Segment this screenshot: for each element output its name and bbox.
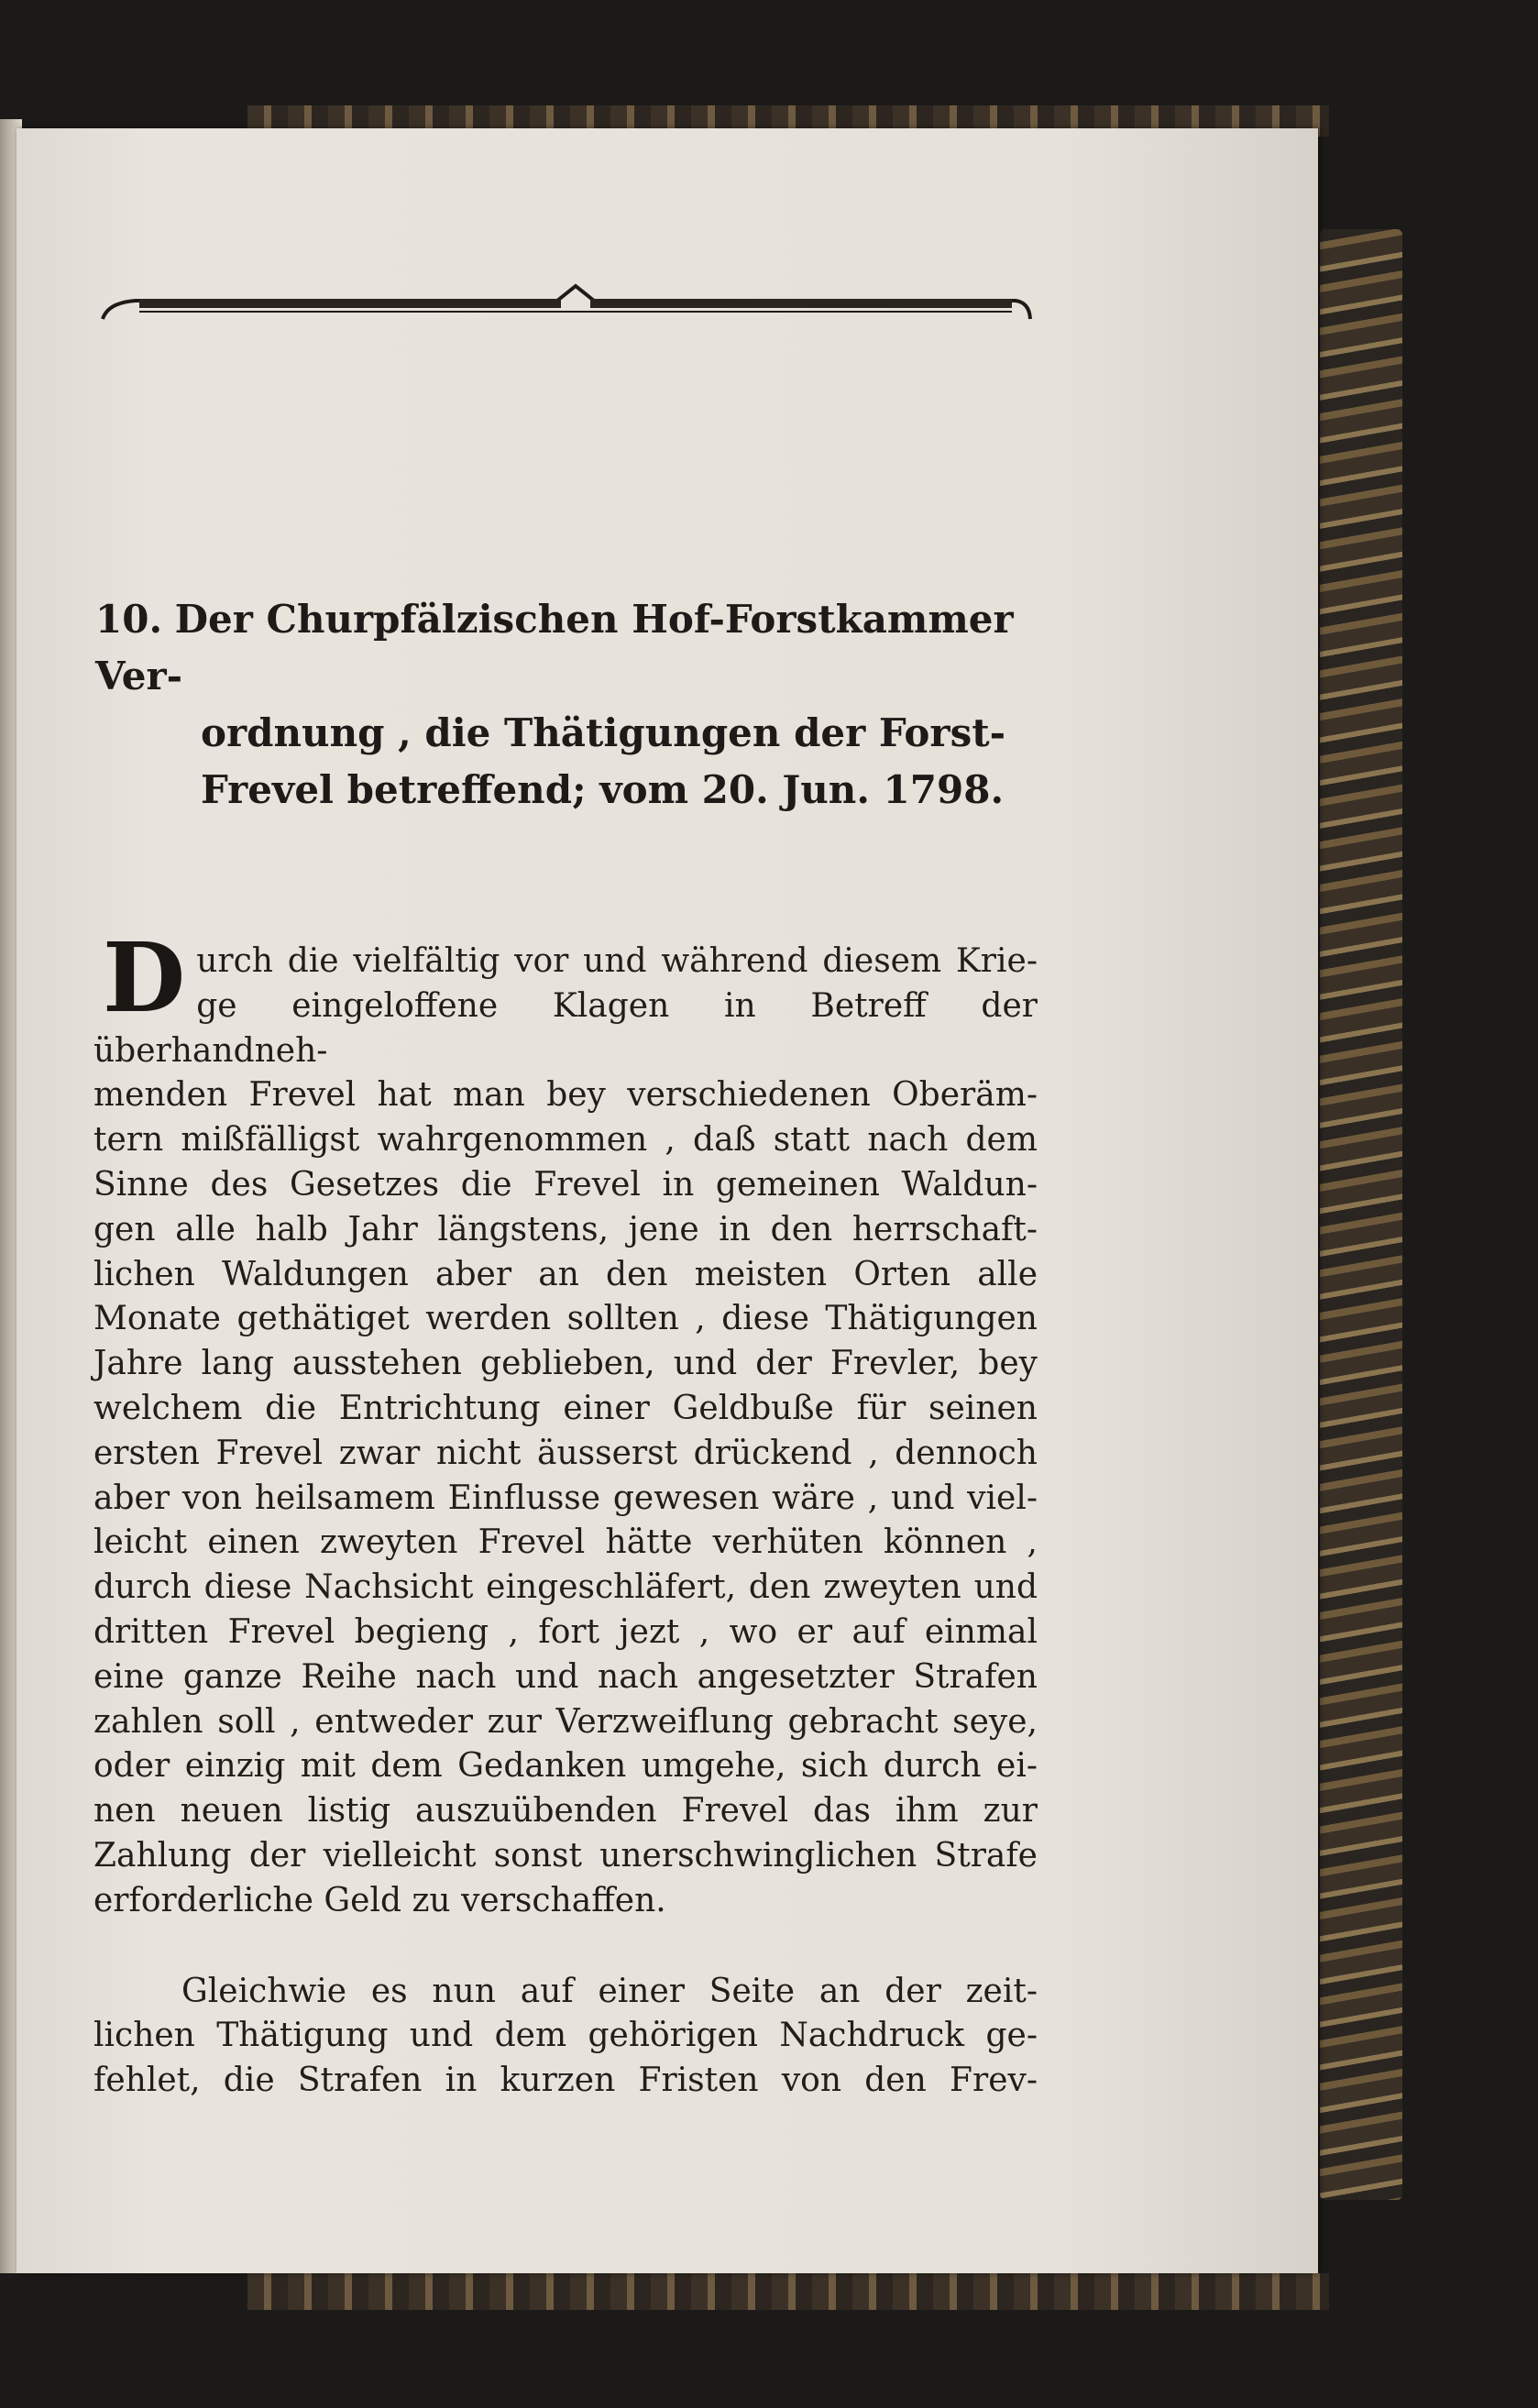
text-line: Jahre lang ausstehen geblieben, und der Frevler, bey — [93, 1345, 1038, 1383]
section-number: 10. — [95, 597, 163, 642]
text-line: ge eingeloffene Klagen in Betreff der überhandneh- — [93, 986, 1038, 1070]
text-line: lichen Waldungen aber an den meisten Orten alle — [93, 1255, 1038, 1293]
heading-line-2: ordnung , die Thätigungen der Forst- — [201, 710, 1006, 755]
text-line: lichen Thätigung und dem gehörigen Nachdruck ge- — [93, 2017, 1038, 2055]
heading-line-1: Der Churpfälzischen Hof-Forstkammer Ver- — [95, 597, 1014, 698]
text-line: erforderliche Geld zu verschaffen. — [93, 1881, 666, 1919]
text-line: aber von heilsamem Einflusse gewesen wäre , und viel- — [93, 1479, 1038, 1517]
heading-line-3: Frevel betreffend; vom 20. Jun. 1798. — [201, 767, 1005, 812]
book-cover-edge — [1320, 229, 1402, 2200]
text-line: leicht einen zweyten Frevel hätte verhüten können , — [93, 1523, 1038, 1562]
text-line: nen neuen listig auszuübenden Frevel das ihm zur — [93, 1792, 1038, 1831]
text-line: Monate gethätiget werden sollten , diese Thätigungen — [93, 1300, 1038, 1338]
text-line: urch die vielfältig vor und während diesem Krie- — [196, 942, 1038, 980]
book-page — [16, 128, 1318, 2273]
text-line: Zahlung der vielleicht sonst unerschwinglichen Strafe — [93, 1836, 1038, 1875]
drop-cap: D — [103, 921, 186, 1034]
text-line: zahlen soll , entweder zur Verzweiflung gebracht seye, — [93, 1702, 1038, 1741]
text-line: oder einzig mit dem Gedanken umgehe, sich durch ei- — [93, 1747, 1038, 1786]
text-line: durch diese Nachsicht eingeschläfert, den zweyten und — [93, 1568, 1038, 1607]
text-line: Gleichwie es nun auf einer Seite an der zeit- — [181, 1972, 1038, 2010]
text-line: eine ganze Reihe nach und nach angesetzter Strafen — [93, 1657, 1038, 1696]
body-text — [93, 921, 1038, 2104]
text-line: Sinne des Gesetzes die Frevel in gemeinen Waldun- — [93, 1165, 1038, 1204]
book-bottom-edge — [247, 2273, 1329, 2310]
paragraph-1 — [93, 921, 1038, 1924]
text-line: menden Frevel hat man bey verschiedenen Oberäm- — [93, 1076, 1038, 1115]
ornament-rule — [99, 275, 1034, 330]
text-line: welchem die Entrichtung einer Geldbuße für seinen — [93, 1389, 1038, 1427]
paragraph-2 — [93, 1970, 1038, 2104]
text-line: tern mißfälligst wahrgenommen , daß statt nach dem — [93, 1121, 1038, 1160]
section-heading — [95, 591, 1058, 819]
text-line: gen alle halb Jahr längstens, jene in den herrschaft- — [93, 1210, 1038, 1248]
text-line: fehlet, die Strafen in kurzen Fristen von den Frev- — [93, 2062, 1038, 2100]
text-line: dritten Frevel begieng , fort jezt , wo er auf einmal — [93, 1612, 1038, 1651]
text-line: ersten Frevel zwar nicht äusserst drückend , dennoch — [93, 1434, 1038, 1472]
